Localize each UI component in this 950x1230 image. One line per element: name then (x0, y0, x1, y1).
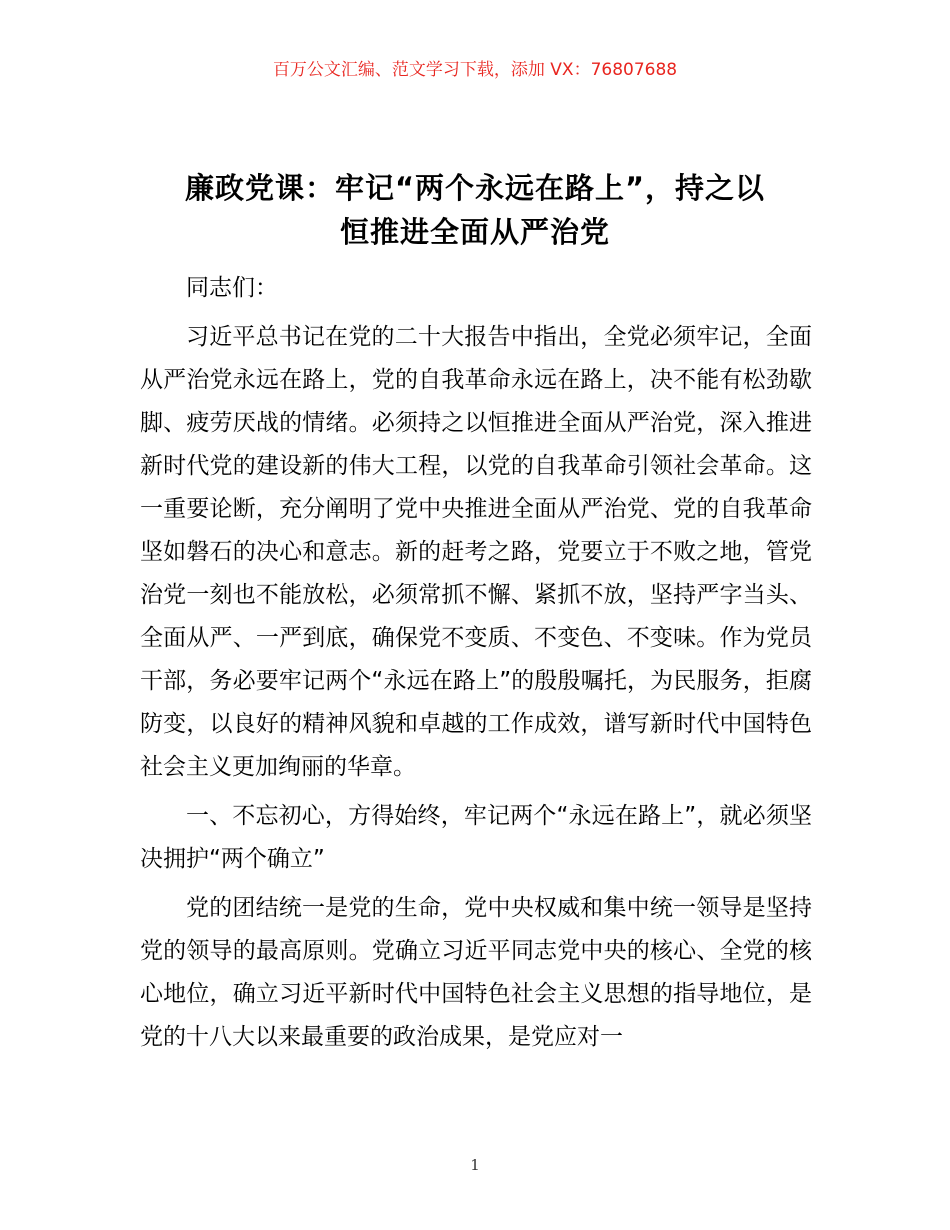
salutation: 同志们： (186, 275, 278, 301)
page-number: 1 (470, 1156, 480, 1174)
document-title (120, 166, 830, 254)
paragraph-intro: 习近平总书记在党的二十大报告中指出，全党必须牢记，全面从严治党永远在路上，党的自我革命永远在路上，决不能有松劲歇脚、疲劳厌战的情绪。必须持之以恒推进全面从严治党，深入推进新时代党的建设新的伟大工程，以党的自我革命引领社会革命。这一重要论断，充分阐明了党中央推进全面从严治党、党的自我革命坚如磐石的决心和意志。新的赶考之路，党要立于不败之地，管党治党一刻也不能放松，必须常抓不懈、紧抓不放，坚持严字当头、全面从严、一严到底，确保党不变质、不变色、不变味。作为党员干部，务必要牢记两个“永远在路上”的殷殷嘱托，为民服务，拒腐防变，以良好的精神风貌和卓越的工作成效，谱写新时代中国特色社会主义更加绚丽的华章。 (140, 324, 812, 780)
paragraph-section-1: 党的团结统一是党的生命，党中央权威和集中统一领导是坚持党的领导的最高原则。党确立习近平同志党中央的核心、全党的核心地位，确立习近平新时代中国特色社会主义思想的指导地位，是党的十八大以来最重要的政治成果，是党应对一 (140, 895, 812, 1050)
title-line-1: 廉政党课：牢记“两个永远在路上”，持之以 (184, 171, 766, 205)
title-line-2: 恒推进全面从严治党 (339, 215, 610, 249)
promo-header: 百万公文汇编、范文学习下载，添加 VX：76807688 (272, 60, 678, 80)
document-body (140, 267, 812, 1065)
section-heading-1: 一、不忘初心，方得始终，牢记两个“永远在路上”，就必须坚决拥护“两个确立” (140, 803, 812, 872)
